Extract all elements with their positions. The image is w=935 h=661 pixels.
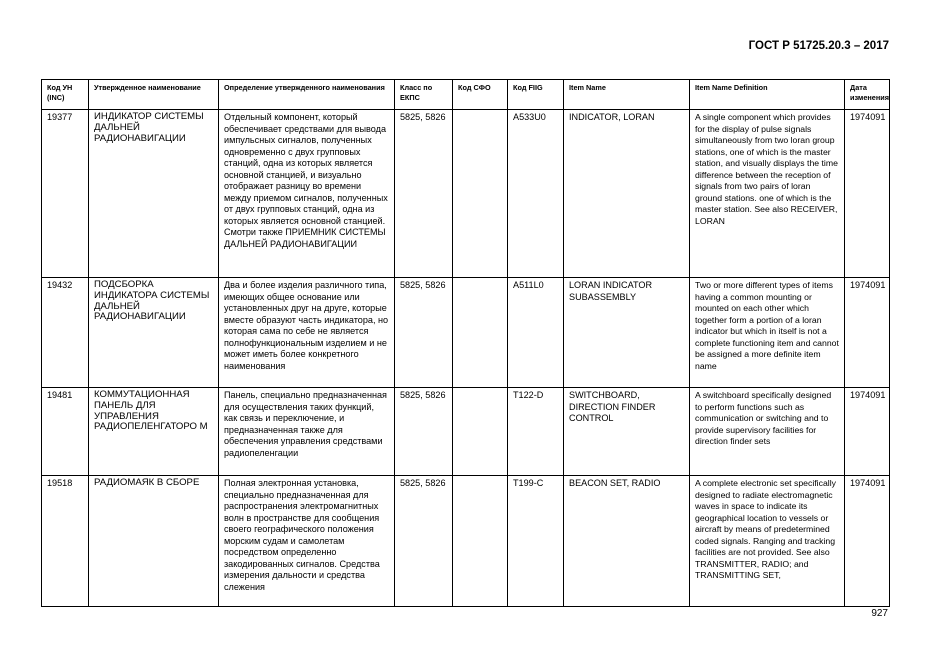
cell-item-name: LORAN INDICATOR SUBASSEMBLY	[564, 278, 690, 388]
cell-sfo	[453, 110, 508, 278]
cell-fiig: T199-C	[508, 476, 564, 607]
cell-item-name: INDICATOR, LORAN	[564, 110, 690, 278]
cell-item-name: BEACON SET, RADIO	[564, 476, 690, 607]
col-header-class: Класс по ЕКПС	[395, 80, 453, 110]
col-header-sfo: Код СФО	[453, 80, 508, 110]
cell-inc: 19432	[42, 278, 89, 388]
cell-definition: Отдельный компонент, который обеспечивает средствами для вывода импульсных сигналов, полученных одновременно с двух групповых станций, одна из которых является основной станцией, и визуально отображает разницу во времени между приемом сигналов, полученных от двух групповых станций, одна из которых является основной станцией. Смотри также ПРИЕМНИК СИСТЕМЫ ДАЛЬНЕЙ РАДИОНАВИГАЦИИ	[219, 110, 395, 278]
cell-inc: 19377	[42, 110, 89, 278]
cell-fiig: A511L0	[508, 278, 564, 388]
cell-definition: Два и более изделия различного типа, имеющих общее основание или установленных друг на друге, которые вместе образуют часть индикатора, но которая сама по себе не является полнофункциональным изделием и не может иметь более конкретного наименования	[219, 278, 395, 388]
cell-definition: Полная электронная установка, специально предназначенная для распространения электромагнитных волн в пространстве для сообщения своего географического положения морским судам и самолетам посредством определенно закодированных сигналов. Средства измерения дальности и средства слежения	[219, 476, 395, 607]
cell-inc: 19481	[42, 388, 89, 476]
col-header-approved-name: Утвержденное наименование	[89, 80, 219, 110]
col-header-date: Дата изменения	[845, 80, 890, 110]
table-row	[42, 278, 890, 388]
cell-sfo	[453, 388, 508, 476]
cell-date: 1974091	[845, 110, 890, 278]
cell-approved-name: КОММУТАЦИОННАЯ ПАНЕЛЬ ДЛЯ УПРАВЛЕНИЯ РАДИОПЕЛЕНГАТОРО М	[89, 388, 219, 476]
cell-approved-name: ПОДСБОРКА ИНДИКАТОРА СИСТЕМЫ ДАЛЬНЕЙ РАДИОНАВИГАЦИИ	[89, 278, 219, 388]
table-row	[42, 110, 890, 278]
cell-class: 5825, 5826	[395, 110, 453, 278]
cell-date: 1974091	[845, 278, 890, 388]
cell-class: 5825, 5826	[395, 388, 453, 476]
table-row	[42, 388, 890, 476]
cell-item-definition: A complete electronic set specifically designed to radiate electromagnetic waves in space to indicate its geographical location to vessels or aircraft by means of predetermined coded signals. Ranging and tracking facilities are not provided. See also TRANSMITTER, RADIO; and TRANSMITTING SET,	[690, 476, 845, 607]
cell-class: 5825, 5826	[395, 278, 453, 388]
col-header-item-definition: Item Name Definition	[690, 80, 845, 110]
cell-item-definition: A single component which provides for the display of pulse signals simultaneously from two loran group stations, one of which is the master station, and visually displays the time difference between the reception of signals from two pairs of loran ground stations. one of which is the master station. See also RECEIVER, LORAN	[690, 110, 845, 278]
col-header-item-name: Item Name	[564, 80, 690, 110]
cell-date: 1974091	[845, 388, 890, 476]
cell-fiig: T122-D	[508, 388, 564, 476]
cell-date: 1974091	[845, 476, 890, 607]
cell-approved-name: ИНДИКАТОР СИСТЕМЫ ДАЛЬНЕЙ РАДИОНАВИГАЦИИ	[89, 110, 219, 278]
catalog-table	[41, 79, 890, 607]
col-header-inc: Код УН (INC)	[42, 80, 89, 110]
cell-item-definition: Two or more different types of items having a common mounting or mounted on each other which together form a portion of a loran indicator but which in itself is not a complete functioning item and cannot be assigned a more definite item name	[690, 278, 845, 388]
cell-fiig: A533U0	[508, 110, 564, 278]
cell-definition: Панель, специально предназначенная для осуществления таких функций, как связь и переключение, и предназначенная также для обеспечения управления средствами радиопеленгации	[219, 388, 395, 476]
table-row	[42, 476, 890, 607]
cell-item-definition: A switchboard specifically designed to perform functions such as communication or switching and to provide supervisory facilities for direction finder sets	[690, 388, 845, 476]
cell-item-name: SWITCHBOARD, DIRECTION FINDER CONTROL	[564, 388, 690, 476]
cell-approved-name: РАДИОМАЯК В СБОРЕ	[89, 476, 219, 607]
cell-sfo	[453, 278, 508, 388]
cell-inc: 19518	[42, 476, 89, 607]
table-header-row	[42, 80, 890, 110]
cell-sfo	[453, 476, 508, 607]
col-header-fiig: Код FIIG	[508, 80, 564, 110]
col-header-definition: Определение утвержденного наименования	[219, 80, 395, 110]
page-number: 927	[871, 608, 888, 619]
cell-class: 5825, 5826	[395, 476, 453, 607]
document-code: ГОСТ Р 51725.20.3 – 2017	[748, 40, 889, 52]
